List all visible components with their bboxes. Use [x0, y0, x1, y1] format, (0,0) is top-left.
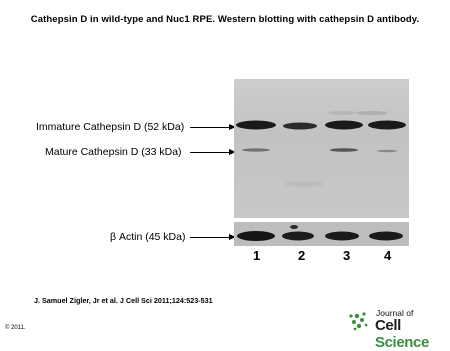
figure-title: Cathepsin D in wild-type and Nuc1 RPE. Western blotting with cathepsin D antibody.: [30, 14, 420, 25]
citation-text: J. Samuel Zigler, Jr et al. J Cell Sci 2011;124:523-531: [34, 296, 213, 305]
copyright-text: © 2011.: [5, 325, 26, 331]
actin-arrow: [190, 237, 234, 238]
logo-journal-of: Journal of: [376, 308, 414, 318]
lane-number-1: 1: [253, 248, 261, 263]
cathepsin-blot-image: [234, 79, 409, 218]
cell-science-logo-icon: [343, 306, 375, 334]
actin-label: β Actin (45 kDa): [110, 231, 186, 243]
journal-logo: [343, 306, 438, 351]
lane-number-2: 2: [298, 248, 306, 263]
mature-cathepsin-label: Mature Cathepsin D (33 kDa): [45, 146, 182, 158]
logo-cell-science: Cell Science: [375, 317, 429, 351]
mature-arrow: [190, 152, 234, 153]
lane-number-4: 4: [384, 248, 392, 263]
actin-blot-image: [234, 222, 409, 246]
lane-number-3: 3: [343, 248, 351, 263]
immature-arrow: [190, 127, 234, 128]
immature-cathepsin-label: Immature Cathepsin D (52 kDa): [36, 121, 185, 133]
